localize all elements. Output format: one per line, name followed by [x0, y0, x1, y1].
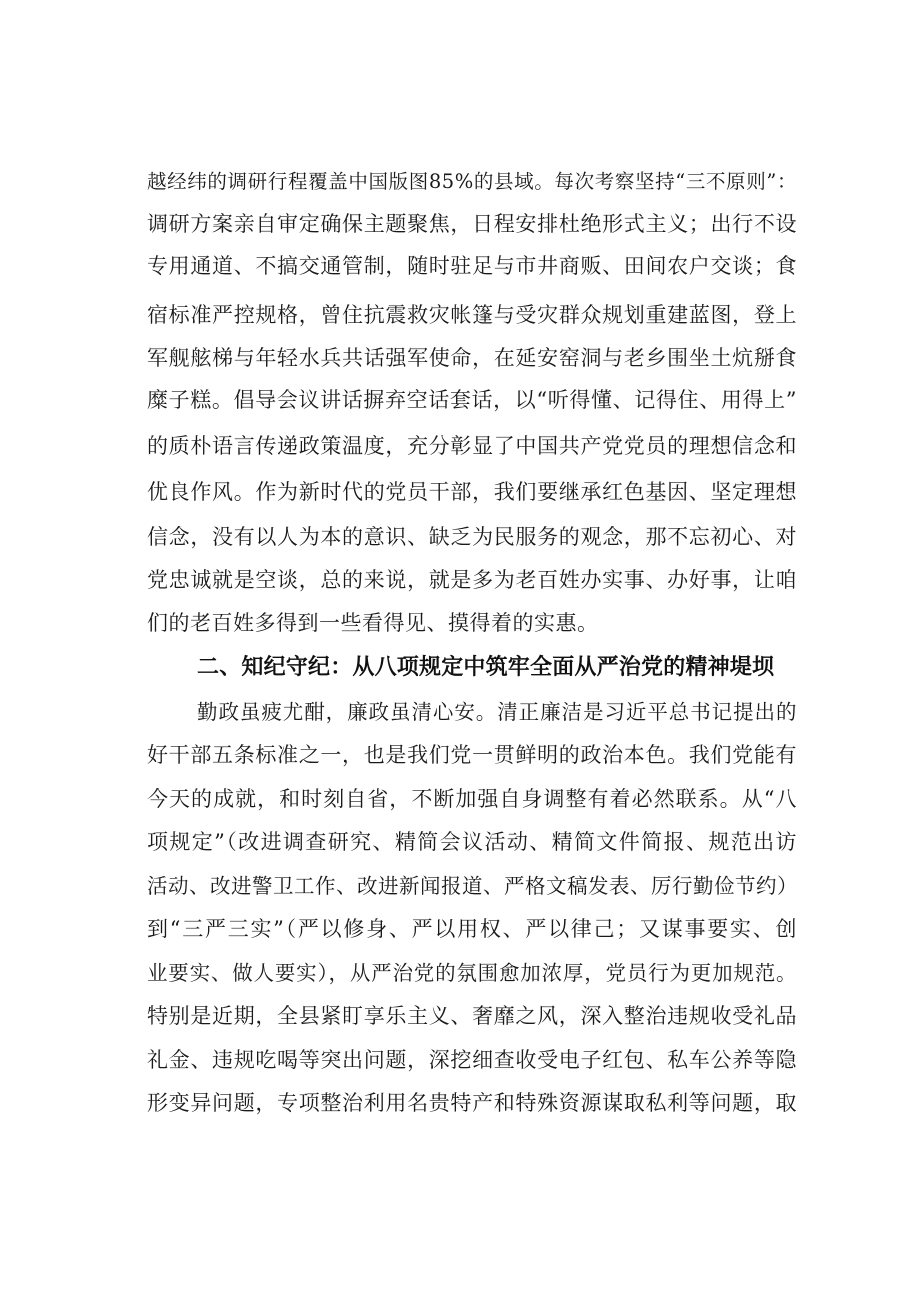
body-text-line: 宿标准严控规格，曾住抗震救灾帐篷与受灾群众规划重建蓝图，登上: [147, 303, 797, 327]
body-text-line: 特别是近期，全县紧盯享乐主义、奢靡之风，深入整治违规收受礼品: [147, 1004, 797, 1028]
body-text-line: 越经纬的调研行程覆盖中国版图85%的县域。每次考察坚持“三不原则”：: [147, 170, 797, 193]
body-text-line: 军舰舷梯与年轻水兵共话强军使命，在延安窑洞与老乡围坐土炕掰食: [147, 346, 797, 370]
body-text-line: 的质朴语言传递政策温度，充分彰显了中国共产党党员的理想信念和: [147, 434, 797, 458]
body-text-line: 们的老百姓多得到一些看得见、摸得着的实惠。: [147, 611, 599, 635]
body-text-line: 优良作风。作为新时代的党员干部，我们要继承红色基因、坚定理想: [147, 480, 797, 504]
body-text-line: 到“三严三实”（严以修身、严以用权、严以律己；又谋事要实、创: [147, 917, 797, 941]
section-heading: 二、知纪守纪：从八项规定中筑牢全面从严治党的精神堤坝: [197, 655, 775, 680]
body-text-line: 糜子糕。倡导会议讲话摒弃空话套话，以“听得懂、记得住、用得上”: [147, 388, 797, 412]
body-text-line: 活动、改进警卫工作、改进新闻报道、严格文稿发表、厉行勤俭节约）: [147, 874, 798, 898]
body-text-line: 信念，没有以人为本的意识、缺乏为民服务的观念，那不忘初心、对: [147, 525, 797, 549]
body-text-line: 党忠诚就是空谈，总的来说，就是多为老百姓办实事、办好事，让咱: [147, 568, 797, 592]
body-text-line: 调研方案亲自审定确保主题聚焦，日程安排杜绝形式主义；出行不设: [147, 212, 797, 236]
body-text-line: 业要实、做人要实），从严治党的氛围愈加浓厚，党员行为更加规范。: [147, 961, 797, 985]
body-text-line: 今天的成就，和时刻自省，不断加强自身调整有着必然联系。从“八: [147, 787, 797, 811]
body-text-line: 好干部五条标准之一，也是我们党一贯鲜明的政治本色。我们党能有: [147, 743, 797, 767]
body-text-line: 礼金、违规吃喝等突出问题，深挖细查收受电子红包、私车公养等隐: [147, 1048, 797, 1072]
body-text-line: 形变异问题，专项整治利用名贵特产和特殊资源谋取私利等问题，取: [147, 1091, 797, 1115]
paragraph-first-line: 勤政虽疲尤酣，廉政虽清心安。清正廉洁是习近平总书记提出的: [197, 700, 797, 724]
body-text-line: 专用通道、不搞交通管制，随时驻足与市井商贩、田间农户交谈；食: [147, 254, 797, 278]
body-text-line: 项规定”（改进调查研究、精简会议活动、精简文件简报、规范出访: [147, 830, 797, 854]
